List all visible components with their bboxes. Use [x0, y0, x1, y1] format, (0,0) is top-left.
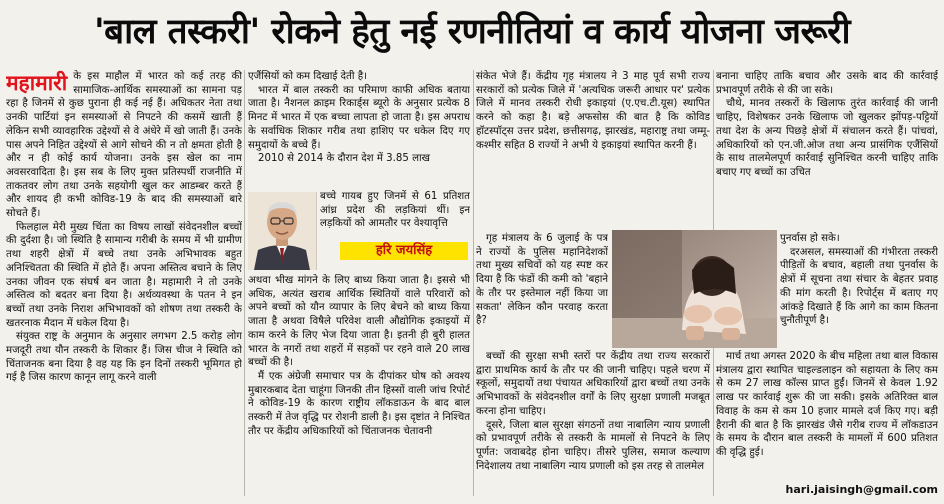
paragraph: अथवा भीख मांगने के लिए बाध्य किया जाता है। इससे भी अधिक, अत्यंत खराब आर्थिक स्थितियों वाले परिवारों को अपने बच्चों को यौन व्यापार के लिए बेचने को बाध्य किया जाता है अथवा विषैले परिवेश वाली औद्योगिक इकाइयों में काम करने के लिए भेज दिया जाता है। इतनी ही बुरी हालत भारत के नगरों तथा शहरों में सड़कों पर रहने वाले 20 लाख बच्चों की है। — [248, 275, 470, 369]
article-column-2-top — [248, 70, 470, 190]
paragraph: फिलहाल मेरी मुख्य चिंता का विषय लाखों संवेदनशील बच्चों की दुर्दशा है। जो स्थिति है सामान्य गरीबी के समय में भी ग्रामीण तथा शहरी क्षेत्रों में बच्चे तथा उनके अभिभावक बहुत अनिश्चितता की स्थिति में होते हैं। अपना अस्तित्व बचाने के लिए उनका जीवन एक संघर्ष बन जाता है। महामारी ने तो उनके अस्तित्व को बदतर बना दिया है। अर्थव्यवस्था के पतन ने इन बच्चों तथा उनके निराश अभिभावकों को शोषण तथा तस्करी के खतरनाक मैदान में धकेल दिया है। — [6, 221, 242, 329]
author-byline: हरि जयसिंह — [340, 242, 468, 260]
article-column-1 — [6, 70, 242, 502]
paragraph: बनाना चाहिए ताकि बचाव और उसके बाद की कार्रवाई प्रभावपूर्ण तरीके से की जा सके। — [716, 71, 938, 96]
paragraph: दरअसल, समस्याओं की गंभीरता तस्करी पीड़ितों के बचाव, बहाली तथा पुनर्वास के क्षेत्रों में सूचना तथा संचार के बेहतर प्रवाह की मांग करती है। रिपोर्ट्स में बताए गए आंकड़े दिखाते हैं कि आगे का काम कितना चुनौतीपूर्ण है। — [780, 246, 938, 327]
article-column-4-bottom — [716, 350, 938, 478]
kicker-word: महामारी — [6, 71, 68, 95]
article-column-3-top — [476, 70, 710, 230]
article-photo — [612, 230, 777, 348]
column-divider — [473, 70, 474, 496]
paragraph: 2010 से 2014 के दौरान देश में 3.85 लाख — [258, 153, 430, 165]
paragraph: बच्चों की सुरक्षा सभी स्तरों पर केंद्रीय तथा राज्य सरकारों द्वारा प्राथमिक कार्य के तौर पर की जानी चाहिए। पहले चरण में स्कूलों, समुदायों तथा पंचायत अधिकारियों द्वारा बच्चों तथा उनके अभिभावकों के संवेदनशील वर्गों के लिए सुरक्षा प्रणाली मजबूत करना होना चाहिए। — [476, 351, 710, 417]
child-photo-icon — [612, 230, 777, 348]
paragraph: पुनर्वास हो सके। — [780, 233, 840, 244]
author-email: hari.jaisingh@gmail.com — [785, 483, 938, 496]
paragraph: भारत में बाल तस्करी का परिमाण काफी अधिक बताया जाता है। नैशनल क्राइम रिकार्ड्स ब्यूरो के अनुसार प्रत्येक 8 मिनट में भारत में एक बच्चा लापता हो जाता है। इस अपराध के सर्वाधिक शिकार गरीब तथा हाशिए पर धकेल दिए गए समुदायों के बच्चे हैं। — [248, 84, 470, 151]
article-column-3-bottom — [476, 350, 710, 500]
paragraph: संकेत भेजे हैं। केंद्रीय गृह मंत्रालय ने 3 माह पूर्व सभी राज्य सरकारों को प्रत्येक जिले में 'अत्यधिक जरूरी आधार पर' प्रत्येक जिले में मानव तस्करी रोधी इकाइयां (ए.एच.टी.यूस) स्थापित करने को कहा है। बड़े अफसोस की बात है कि कोविड हॉटस्पॉट्स उत्तर प्रदेश, छत्तीसगढ़, झारखंड, महाराष्ट्र तथा जम्मू-कश्मीर सहित 8 राज्यों ने अभी ये इकाइयां स्थापित करनी हैं। — [476, 71, 710, 151]
article-column-2-bottom — [248, 274, 470, 498]
article-column-4-top — [716, 70, 938, 230]
headline: 'बाल तस्करी' रोकने हेतु नई रणनीतियां व कार्य योजना जरूरी — [93, 12, 851, 52]
paragraph: मार्च तथा अगस्त 2020 के बीच महिला तथा बाल विकास मंत्रालय द्वारा स्थापित चाइल्डलाइन को सहायता के लिए कम से कम 27 लाख कॉल्स प्राप्त हुईं। जिनमें से केवल 1.92 लाख पर कार्रवाई शुरू की जा सकी। इसके अतिरिक्त बाल विवाह के कम से कम 10 हजार मामले दर्ज किए गए। बड़ी हैरानी की बात है कि झारखंड जैसे गरीब राज्य में लॉकडाउन के समय के दौरान बाल तस्करी के मामलों में 600 प्रतिशत की वृद्धि हुई। — [716, 351, 938, 458]
author-portrait — [248, 192, 317, 270]
paragraph: संयुक्त राष्ट्र के अनुमान के अनुसार लगभग 2.5 करोड़ लोग मजदूरी तथा यौन तस्करी के शिकार हैं। जिस चीज ने स्थिति को चिंताजनक बना दिया है वह यह कि इन दिनों तस्करी भूमिगत हो गई है जिस कारण कानून लागू करने वाली — [6, 331, 242, 384]
column-divider — [244, 70, 245, 496]
paragraph: के इस माहौल में भारत को कई तरह की सामाजिक-आर्थिक समस्याओं का सामना पड़ रहा है जिनमें से कुछ पुराना ही कई नई हैं। अधिकतर नेता तथा उनकी पार्टियां इन समस्याओं से निपटने की कसमें खाती हैं लेकिन सभी व्यावहारिक उद्देश्यों से वे अंधेरे में खो जाती हैं। उनके पास अपने निहित उद्देश्यों से आगे सोचने की न तो क्षमता होती है और न ही कोई कार्य योजना। उनके इस खेल का नाम अवसरवादिता है। इस सब के लिए मुक्त प्रतिस्पर्धी राजनीति में ताकतवर लोग तथा उनके सहयोगी खुल कर आडम्बर करते हैं और शायद ही कभी कोविड-19 के बाद की समस्याओं बारे सोचते हैं। — [6, 71, 242, 220]
paragraph: बच्चे गायब हुए जिनमें से 61 प्रतिशत आंध्र प्रदेश की लड़कियां थीं। इन लड़कियों को आमतौर पर वेश्यावृत्ति — [320, 191, 470, 230]
author-photo-icon — [248, 192, 316, 270]
article-column-2-wrap — [320, 190, 470, 234]
paragraph: गृह मंत्रालय के 6 जुलाई के पत्र ने राज्यों के पुलिस महानिदेशकों तथा मुख्य सचिवों को यह स्पष्ट कर दिया है कि फंडों की कमी को 'बहाने के तौर पर इस्तेमाल नहीं किया जा सकता' लेकिन कौन परवाह करता है? — [476, 233, 608, 327]
paragraph: एजैंसियों को कम दिखाई देती है। — [248, 71, 367, 82]
paragraph: मैं एक अंग्रेजी समाचार पत्र के दीपांकर घोष को अवश्य मुबारकबाद देता चाहूंगा जिनकी तीन हिस्सों वाली जांच रिपोर्ट ने कोविड-19 के कारण राष्ट्रीय लॉकडाऊन के बाद बाल तस्करी में तेज वृद्धि पर रोशनी डाली है। इस दृष्टांत ने निश्चित तौर पर केंद्रीय अधिकारियों को चिंताजनक चेतावनी — [248, 370, 470, 437]
article-column-3-wrap — [476, 232, 608, 350]
article-column-4-wrap — [780, 232, 938, 350]
paragraph: चौथे, मानव तस्करों के खिलाफ तुरंत कार्रवाई की जानी चाहिए, विशेषकर उनके खिलाफ जो खुलकर झोंपड़-पट्टियों तथा देश के अन्य पिछड़े क्षेत्रों में संचालन करते हैं। पांचवां, अधिकारियों को एन.जी.ओज तथा अन्य प्रासंगिक एजैंसियों के साथ तालमेलपूर्ण कार्रवाई सुनिश्चित करनी चाहिए ताकि बचाए गए बच्चों का उचित — [716, 98, 938, 178]
paragraph: दूसरे, जिला बाल सुरक्षा संगठनों तथा नाबालिग न्याय प्रणाली को प्रभावपूर्ण तरीके से तस्करी के मामलों से निपटने के लिए पूर्णत: जवाबदेह होना चाहिए। तीसरे पुलिस, समाज कल्याण निदेशालय तथा नाबालिग न्याय प्रणाली को इस तरह से तालमेल — [476, 419, 710, 472]
